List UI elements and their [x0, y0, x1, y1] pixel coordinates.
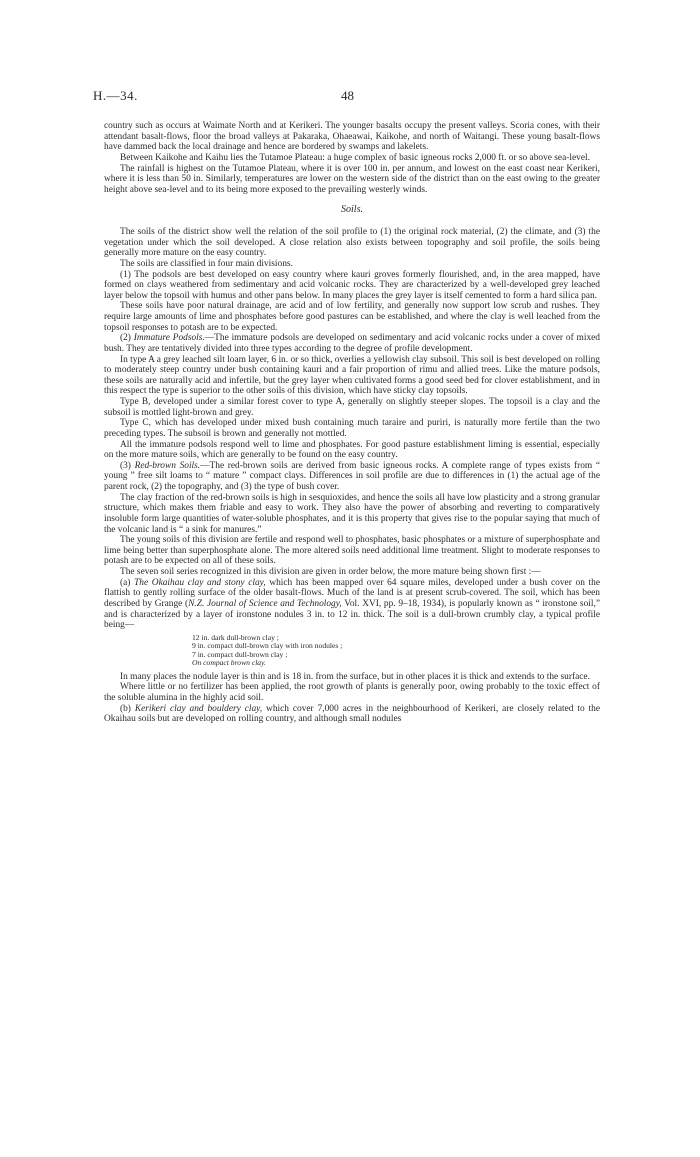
profile-layer: 9 in. compact dull-brown clay with iron nodules ; [192, 641, 343, 651]
paragraph: In many places the nodule layer is thin and is 18 in. from the surface, but in other places it is thick and extends to the surface. [120, 671, 590, 682]
paragraph: The soils are classified in four main divisions. [120, 258, 293, 269]
item-number: (2) [120, 333, 134, 344]
paragraph-text: which has been mapped over 64 square miles, developed under a bush cover on the flattish to gently rolling surface of the older basalt-flows. Much of the land is at present scrub-covered. The soil, which has been described by Grange ( [104, 577, 600, 609]
profile-layer: 12 in. dark dull-brown clay ; [192, 632, 279, 642]
section-heading: Soils. [341, 204, 363, 216]
paragraph-red-brown-soils [104, 461, 600, 493]
item-number: (3) [120, 460, 135, 471]
paragraph: The seven soil series recognized in this division are given in order below, the more mature being shown first :— [120, 567, 541, 577]
paragraph-text: Vol. XVI, pp. 9–18, 1934), is popularly known as “ ironstone soil,” and is characterized by a layer of ironstone nodules 3 in. to 12 in. thick. The soil is a dull-brown crumbly clay, a typical profile being— [104, 598, 600, 631]
paragraph-immature-podsols [104, 333, 600, 354]
profile-layer: 7 in. compact dull-brown clay ; [192, 649, 288, 659]
paragraph-okaihau [104, 578, 600, 631]
paragraph: Where little or no fertilizer has been applied, the root growth of plants is generally poor, owing probably to the toxic effect of the soluble alumina in the highly acid soil. [104, 682, 600, 703]
journal-citation: N.Z. Journal of Science and Technology, [188, 598, 342, 609]
paragraph: country such as occurs at Waimate North and at Kerikeri. The younger basalts occupy the present valleys. Scoria cones, with their attendant basalt-flows, floor the broad valleys at Pakaraka, Ohaeawai, Kaikohe, and north of Waitangi. These young basalt-flows have dammed back the local drainage and hence are bordered by swamps and lakelets. [104, 121, 600, 153]
paragraph: Type B, developed under a similar forest cover to type A, generally on slightly steeper slopes. The topsoil is a clay and the subsoil is mottled light-brown and grey. [104, 397, 600, 418]
paragraph: Between Kaikohe and Kaihu lies the Tutamoe Plateau: a huge complex of basic igneous rocks 2,000 ft. or so above sea-level. [120, 152, 590, 163]
paragraph: (1) The podsols are best developed on easy country where kauri groves formerly flourished, and, in the area mapped, have formed on clays weathered from sedimentary and acid volcanic rocks. They are characterized by a well-developed grey leached layer below the topsoil with humus and other pans below. In many places the grey layer is itself cemented to form a hard silica pan. [104, 269, 600, 301]
subsection-title: Immature Podsols. [133, 333, 205, 344]
paragraph: All the immature podsols respond well to lime and phosphates. For good pasture establishment liming is essential, especially on the more mature soils, which are generally to be found on the easy country. [104, 439, 600, 461]
paragraph: The young soils of this division are fertile and respond well to phosphates, basic phosphates or a mixture of superphosphate and lime being better than superphosphate alone. The more altered soils need additional lime treatment. Slight to moderate responses to potash are to be expected on all of these soils. [104, 535, 600, 567]
paragraph-text: which cover 7,000 acres in the neighbourhood of Kerikeri, are closely related to the Okaihau soils but are developed on rolling country, and although small nodules [104, 703, 601, 725]
paragraph: The clay fraction of the red-brown soils is high in sesquioxides, and hence the soils all have low plasticity and a strong granular structure, which makes them friable and easy to work. They also have the power of absorbing and reverting to comparatively insoluble form large quantities of water-soluble phosphates, and it is this property that gives rise to the popular saying that much of the volcanic land is “ a sink for manures.” [104, 492, 600, 535]
paragraph: In type A a grey leached silt loam layer, 6 in. or so thick, overlies a yellowish clay subsoil. This soil is best developed on rolling to moderately steep country under bush containing kauri and a fair proportion of rimu and allied trees. Like the mature podsols, these soils are naturally acid and infertile, but the grey layer when cultivated forms a good seed bed for clover establishment, and in this respect the type is superior to the other soils of this division, which have sticky clay topsoils. [104, 354, 600, 397]
paragraph-kerikeri [104, 704, 600, 725]
item-number: (a) [120, 577, 135, 588]
paragraph-text: —The immature podsols are developed on sedimentary and acid volcanic rocks under a cover of mixed bush. They are tentatively divided into three types according to the degree of profile development. [104, 333, 600, 354]
paragraph: These soils have poor natural drainage, are acid and of low fertility, and generally now support low scrub and rushes. They require large amounts of lime and phosphates before good pastures can be established, and where the clay is well leached from the topsoil responses to potash are to be expected. [104, 301, 600, 333]
page-header [0, 88, 700, 106]
document-reference: H.—34. [93, 88, 138, 103]
paragraph: The rainfall is highest on the Tutamoe Plateau, where it is over 100 in. per annum, and lowest on the east coast near Kerikeri, where it is less than 50 in. Similarly, temperatures are lower on the western side of the district than on the east owing to the greater height above sea-level and to its being more exposed to the prevailing westerly winds. [104, 163, 600, 195]
paragraph: The soils of the district show well the relation of the soil profile to (1) the original rock material, (2) the climate, and (3) the vegetation under which the soil developed. A close relation also exists between topography and soil profile, the soils being generally more mature on the easy country. [104, 227, 600, 259]
paragraph: Type C, which has developed under mixed bush containing much taraire and puriri, is naturally more fertile than the two preceding types. The subsoil is brown and generally not mottled. [104, 418, 600, 439]
paragraph-text: —The red-brown soils are derived from basic igneous rocks. A complete range of types exists from “ young ” free silt loams to “ mature ” compact clays. Differences in soil profile are due to differences in (1) the actual age of the parent rock, (2) the topography, and (3) the type of bush cover. [104, 460, 600, 492]
subsection-title: Red-brown Soils. [134, 460, 201, 471]
item-number: (b) [120, 703, 135, 714]
profile-base: On compact brown clay. [192, 658, 266, 668]
soil-series-title: The Okaihau clay and stony clay, [134, 577, 266, 588]
page-number: 48 [341, 88, 354, 103]
soil-series-title: Kerikeri clay and bouldery clay, [134, 703, 263, 714]
body-text [104, 121, 600, 725]
soil-profile-list [192, 634, 600, 668]
